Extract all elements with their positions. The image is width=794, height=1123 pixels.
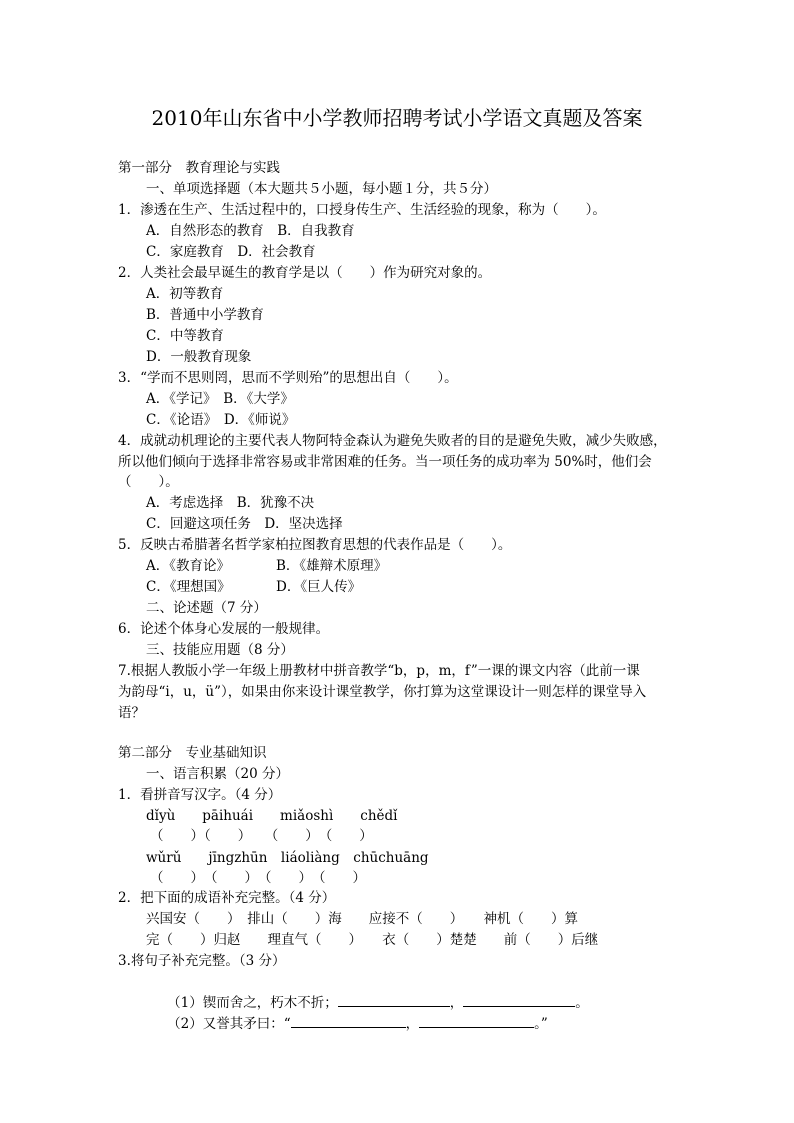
q2-option-b: B．普通中小学教育 [146,307,264,323]
part1-question-5: 5．反映古希腊著名哲学家柏拉图教育思想的代表作品是（ ）。 [118,537,512,553]
part1-section2-heading: 二、论述题（7 分） [146,600,267,616]
q3-item-1-text: （1）锲而舍之，朽木不折； [167,995,338,1011]
part2-question-3: 3.将句子补充完整。（3 分） [118,953,286,969]
part1-question-4-line1: 4．成就动机理论的主要代表人物阿特金森认为避免失败者的目的是避免失败，减少失败感， [118,433,667,449]
q1-options-ab: A．自然形态的教育 B．自我教育 [146,223,355,239]
comma: ， [449,995,464,1011]
part1-section1-heading: 一、单项选择题（本大题共５小题，每小题１分，共５分） [146,181,497,197]
part2-heading: 第二部分 专业基础知识 [118,745,267,761]
fill-blank [291,1013,406,1028]
q2-option-a: A．初等教育 [146,286,224,302]
q2-option-c: C．中等教育 [146,328,224,344]
q3-item-2 [150,993,548,1054]
part2-section1-heading: 一、语言积累（20 分） [146,766,289,782]
part2-question-1: 1．看拼音写汉字。（4 分） [118,787,282,803]
document-title: 2010年山东省中小学教师招聘考试小学语文真题及答案 [151,106,643,130]
part1-question-4-line3: （ ）。 [118,474,179,490]
q4-options-cd: C．回避这项任务 D．坚决选择 [146,516,343,532]
blank-row-1: （ ）（ ） （ ） （ ） [150,828,373,844]
q5-option-c: C．《理想国》 [146,579,231,595]
q2-option-d: D．一般教育现象 [146,349,252,365]
part1-question-7-line2: 为韵母“i，u，ü”），如果由你来设计课堂教学，你打算为这堂课设计一则怎样的课堂导入 [118,684,647,700]
period: 。 [575,995,589,1011]
q4-options-ab: A．考虑选择 B．犹豫不决 [146,495,315,511]
fill-blank [419,1013,534,1028]
part1-question-6: 6．论述个体身心发展的一般规律。 [118,621,330,637]
part1-question-7-line3: 语？ [118,705,145,721]
idiom-row-1: 兴国安（ ） 排山（ ）海 应接不（ ） 神机（ ）算 [146,911,578,927]
part1-question-7-line1: 7.根据人教版小学一年级上册教材中拼音教学“b，p，m，f”一课的课文内容（此前一课 [118,663,640,679]
part1-section3-heading: 三、技能应用题（8 分） [146,642,294,658]
q3-options-ab: A．《学记》 B．《大学》 [146,391,294,407]
part1-question-2: 2．人类社会最早诞生的教育学是以（ ）作为研究对象的。 [118,265,492,281]
pinyin-row-2: wǔrǔ jīngzhūn liáoliàng chūchuāng [146,850,429,866]
pinyin-row-1: dǐyù pāihuái miǎoshì chědǐ [146,808,398,824]
part2-question-2: 2．把下面的成语补充完整。（4 分） [118,890,336,906]
end-quote: 。” [534,1016,548,1032]
blank-row-2: （ ） （ ） （ ） （ ） [150,870,366,886]
part1-question-3: 3．“学而不思则罔，思而不学则殆”的思想出自（ ）。 [118,370,458,386]
comma: ， [405,1016,420,1032]
q3-item-2-text: （2）又誉其矛曰：“ [167,1016,291,1032]
q5-option-a: A．《教育论》 [146,558,230,574]
q5-option-b: B．《雄辩术原理》 [276,558,388,574]
part1-question-1: 1．渗透在生产、生活过程中的，口授身传生产、生活经验的现象，称为（ ）。 [118,202,606,218]
q5-option-d: D．《巨人传》 [276,579,362,595]
idiom-row-2: 完（ ）归赵 理直气（ ） 衣（ ）楚楚 前（ ）后继 [146,932,599,948]
q3-options-cd: C．《论语》 D．《师说》 [146,412,296,428]
part1-heading: 第一部分 教育理论与实践 [118,160,280,176]
q1-options-cd: C．家庭教育 D．社会教育 [146,244,316,260]
part1-question-4-line2: 所以他们倾向于选择非常容易或非常困难的任务。当一项任务的成功率为 50%时，他们会 [118,454,652,470]
